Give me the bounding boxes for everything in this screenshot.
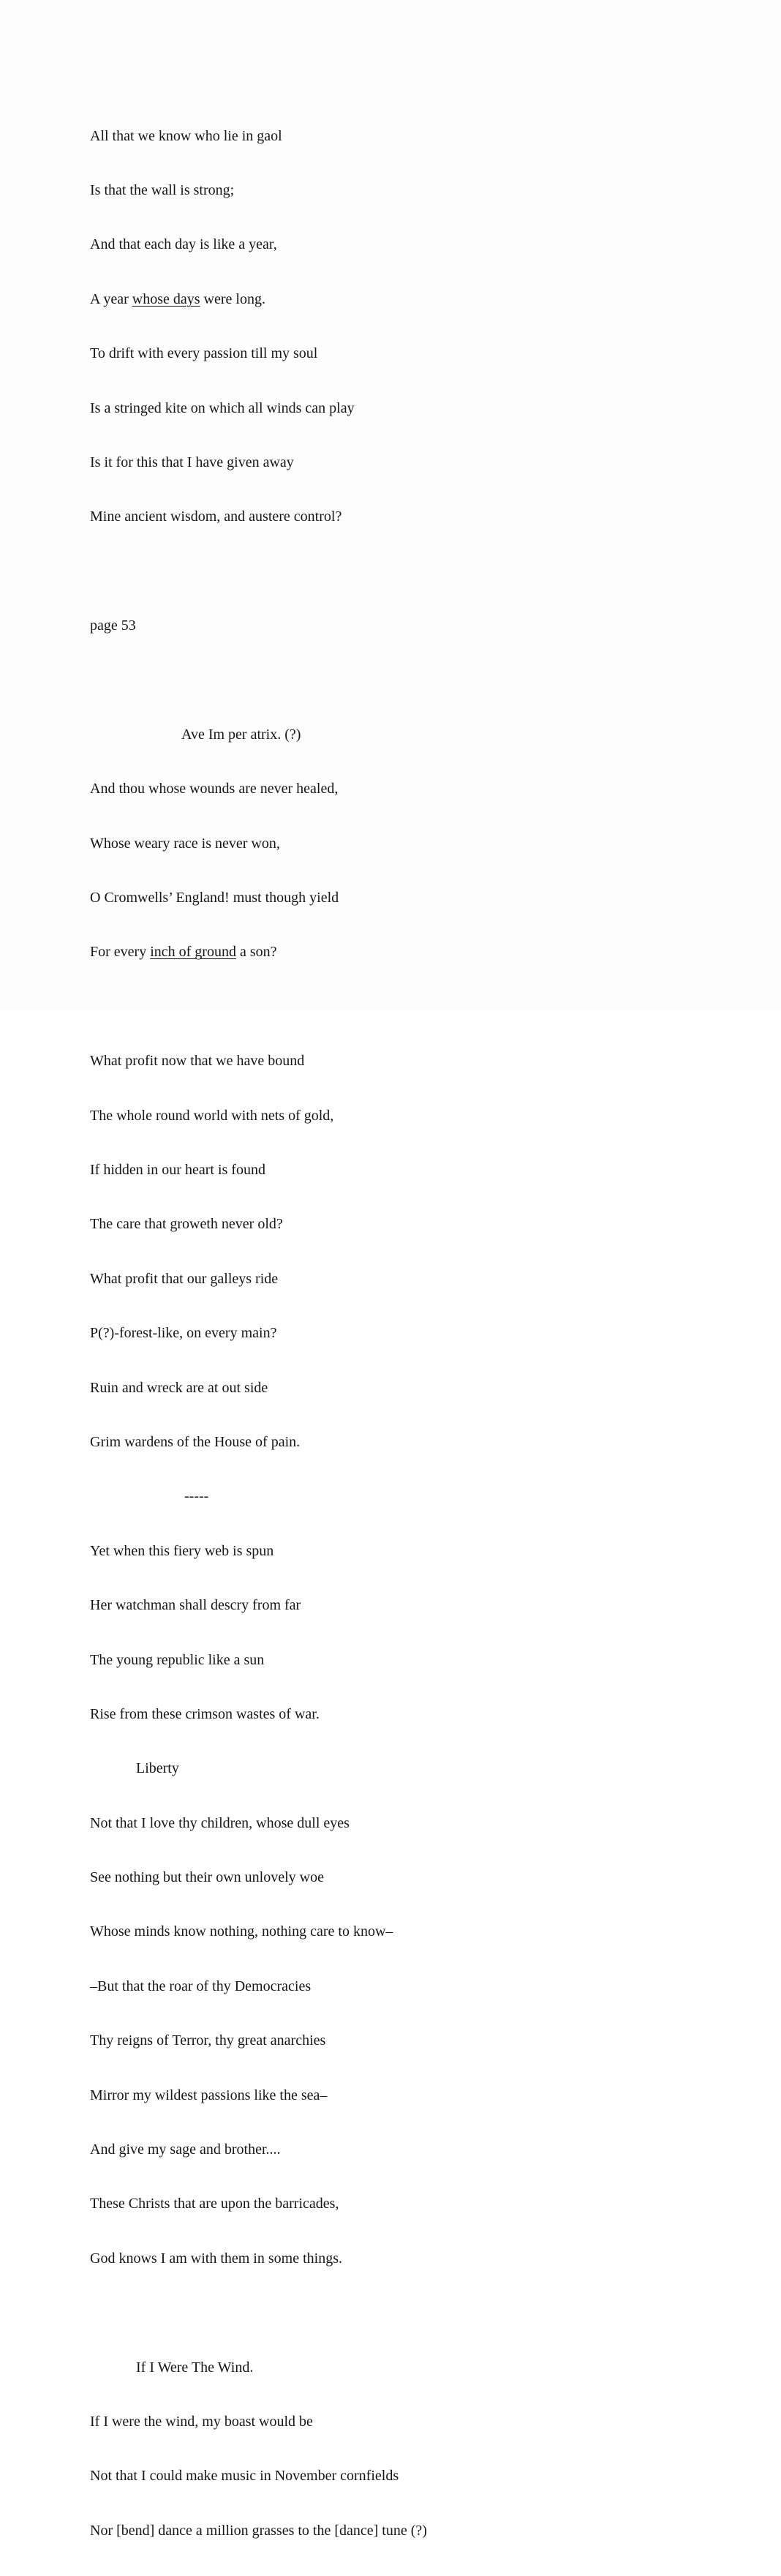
poem-line: Thy reigns of Terror, thy great anarchies — [90, 2032, 326, 2049]
poem-text: For every — [90, 944, 151, 961]
underlined-text: inch of ground — [150, 944, 236, 961]
poem-line — [90, 943, 427, 961]
poem-text: were long. — [200, 290, 265, 307]
poem-line: The care that groweth never old? — [90, 1216, 283, 1233]
poem-line: P(?)-forest-like, on every main? — [90, 1325, 277, 1342]
poem-line: Ruin and wreck are at out side — [90, 1379, 268, 1396]
poem-line: All that we know who lie in gaol — [90, 127, 282, 144]
underlined-text: whose days — [132, 290, 200, 307]
poem-text: a son? — [235, 944, 277, 961]
spacer — [90, 2304, 427, 2322]
poem-line: And give my sage and brother.... — [90, 2141, 281, 2158]
poem-line: These Christs that are upon the barricades, — [90, 2196, 339, 2212]
poem-line: Mine ancient wisdom, and austere control? — [90, 508, 342, 525]
poem-line: What profit now that we have bound — [90, 1053, 305, 1070]
poem-line: Mirror my wildest passions like the sea– — [90, 2087, 328, 2103]
poem-line: –But that the roar of thy Democracies — [90, 1978, 312, 1994]
poem-line: The whole round world with nets of gold, — [90, 1107, 334, 1124]
spacer — [90, 563, 427, 581]
page-label: page 53 — [90, 617, 136, 634]
poem-line: If hidden in our heart is found — [90, 1162, 265, 1179]
poem-line: Whose minds know nothing, nothing care to know– — [90, 1923, 393, 1940]
poem-title: If I Were The Wind. — [136, 2359, 254, 2376]
poem-line: And that each day is like a year, — [90, 236, 277, 253]
typed-transcription — [90, 91, 427, 2576]
poem-line: Is that the wall is strong; — [90, 181, 235, 198]
poem-line: To drift with every passion till my soul — [90, 345, 318, 362]
poem-line — [90, 290, 427, 309]
poem-line: O Cromwells’ England! must though yield — [90, 890, 339, 906]
poem-line: What profit that our galleys ride — [90, 1270, 279, 1287]
poem-title: Ave Im per atrix. (?) — [181, 726, 301, 743]
poem-line: Yet when this fiery web is spun — [90, 1542, 274, 1559]
poem-line: See nothing but their own unlovely woe — [90, 1869, 324, 1886]
poem-line: Nor [bend] dance a million grasses to the [dance] tune (?) — [90, 2522, 427, 2539]
poem-line: And thou whose wounds are never healed, — [90, 781, 339, 797]
poem-line: If I were the wind, my boast would be — [90, 2414, 313, 2430]
poem-title: Liberty — [136, 1760, 179, 1777]
poem-line: Is a stringed kite on which all winds can play — [90, 399, 355, 416]
poem-text: A year — [90, 290, 132, 307]
poem-line: Not that I could make music in November cornfields — [90, 2468, 399, 2485]
poem-line: Is it for this that I have given away — [90, 454, 294, 470]
section-divider: ----- — [184, 1488, 209, 1505]
poem-line: Her watchman shall descry from far — [90, 1597, 301, 1614]
poem-line: God knows I am with them in some things. — [90, 2250, 342, 2267]
poem-line: Grim wardens of the House of pain. — [90, 1433, 301, 1450]
poem-line: Whose weary race is never won, — [90, 835, 280, 852]
poem-line: Rise from these crimson wastes of war. — [90, 1705, 320, 1722]
spacer — [90, 672, 427, 690]
poem-line: Not that I love thy children, whose dull eyes — [90, 1814, 350, 1831]
poem-line: The young republic like a sun — [90, 1651, 265, 1668]
spacer — [90, 998, 427, 1016]
